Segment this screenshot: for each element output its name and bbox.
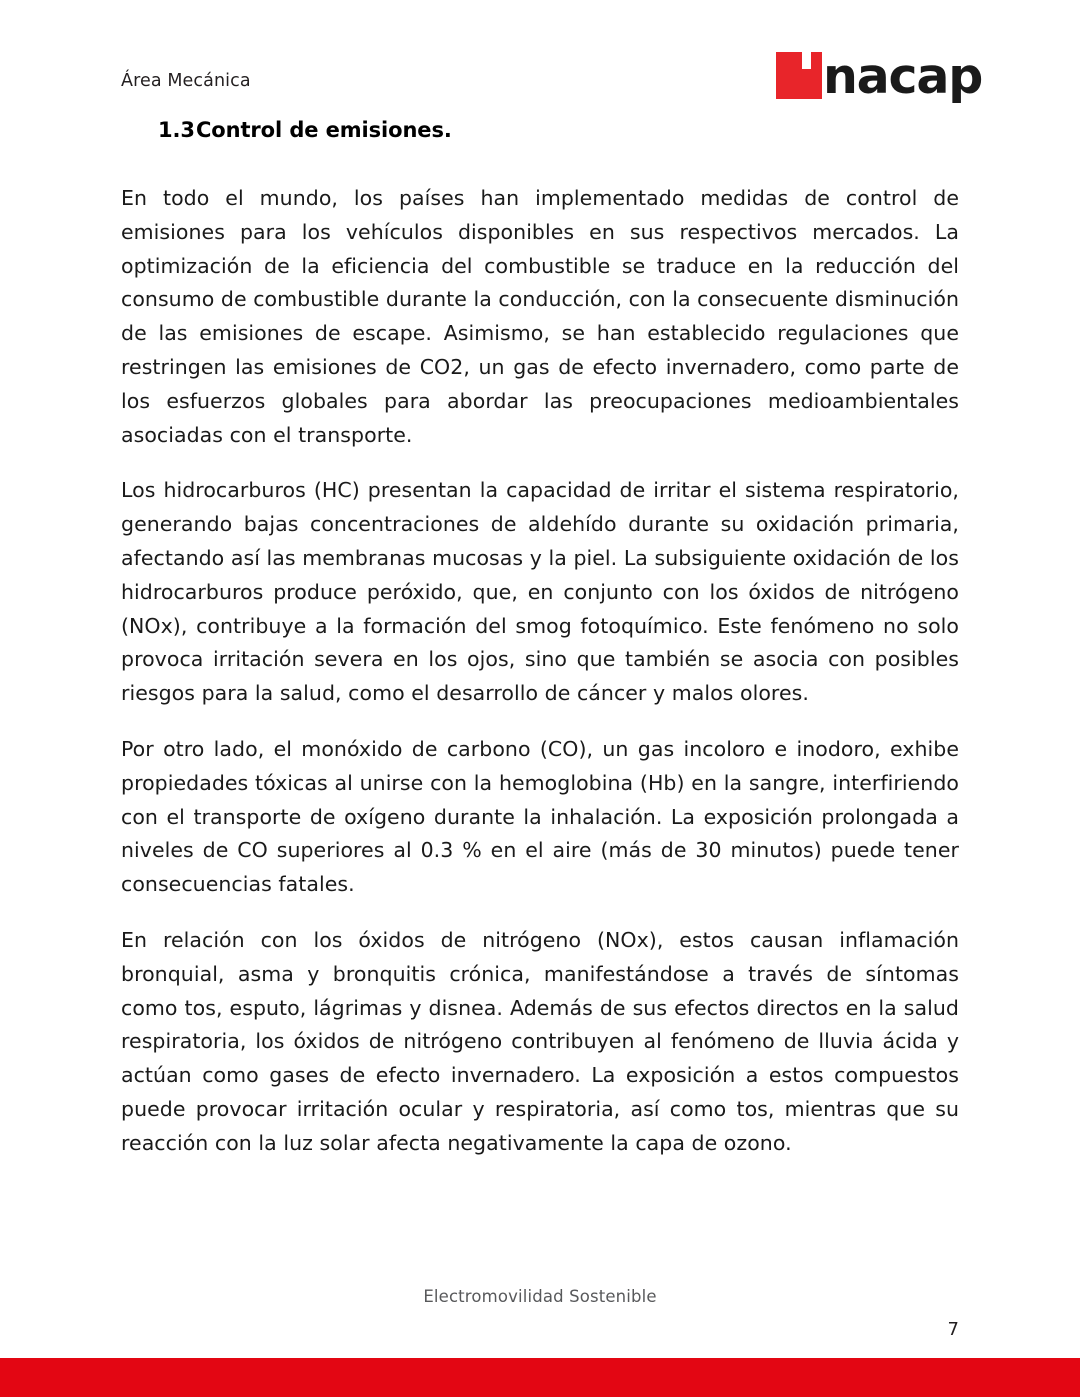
body-paragraph: Los hidrocarburos (HC) presentan la capacidad de irritar el sistema respiratorio, generando bajas concentraciones de aldehído durante su oxidación primaria, afectando así las membranas mucosas y la piel. La subsiguiente oxidación de los hidrocarburos produce peróxido, que, en conjunto con los óxidos de nitrógeno (NOx), contribuye a la formación del smog fotoquímico. Este fenómeno no solo provoca irritación severa en los ojos, sino que también se asocia con posibles riesgos para la salud, como el desarrollo de cáncer y malos olores. <box>121 478 959 706</box>
inacap-logo <box>776 48 983 105</box>
area-label: Área Mecánica <box>121 71 251 91</box>
inacap-wordmark: nacap <box>823 48 983 105</box>
footer-document-title: Electromovilidad Sostenible <box>423 1287 657 1306</box>
section-title: Control de emisiones. <box>196 118 452 142</box>
page-number: 7 <box>947 1319 959 1340</box>
inacap-logo-mark-icon <box>776 52 822 99</box>
section-heading <box>121 118 959 142</box>
section-number: 1.3 <box>158 118 195 142</box>
document-content <box>121 118 959 1161</box>
body-paragraph: En todo el mundo, los países han implementado medidas de control de emisiones para los vehículos disponibles en sus respectivos mercados. La optimización de la eficiencia del combustible se traduce en la reducción del consumo de combustible durante la conducción, con la consecuente disminución de las emisiones de escape. Asimismo, se han establecido regulaciones que restringen las emisiones de CO2, un gas de efecto invernadero, como parte de los esfuerzos globales para abordar las preocupaciones medioambientales asociadas con el transporte. <box>121 186 959 447</box>
body-paragraph: Por otro lado, el monóxido de carbono (CO), un gas incoloro e inodoro, exhibe propiedades tóxicas al unirse con la hemoglobina (Hb) en la sangre, interfiriendo con el transporte de oxígeno durante la inhalación. La exposición prolongada a niveles de CO superiores al 0.3 % en el aire (más de 30 minutos) puede tener consecuencias fatales. <box>121 736 959 897</box>
body-paragraph: En relación con los óxidos de nitrógeno (NOx), estos causan inflamación bronquial, asma y bronquitis crónica, manifestándose a través de síntomas como tos, esputo, lágrimas y disnea. Además de sus efectos directos en la salud respiratoria, los óxidos de nitrógeno contribuyen al fenómeno de lluvia ácida y actúan como gases de efecto invernadero. La exposición a estos compuestos puede provocar irritación ocular y respiratoria, así como tos, mientras que su reacción con la luz solar afecta negativamente la capa de ozono. <box>121 927 959 1155</box>
page-header <box>0 0 1080 112</box>
footer-accent-bar <box>0 1358 1080 1397</box>
page-footer <box>0 1277 1080 1397</box>
